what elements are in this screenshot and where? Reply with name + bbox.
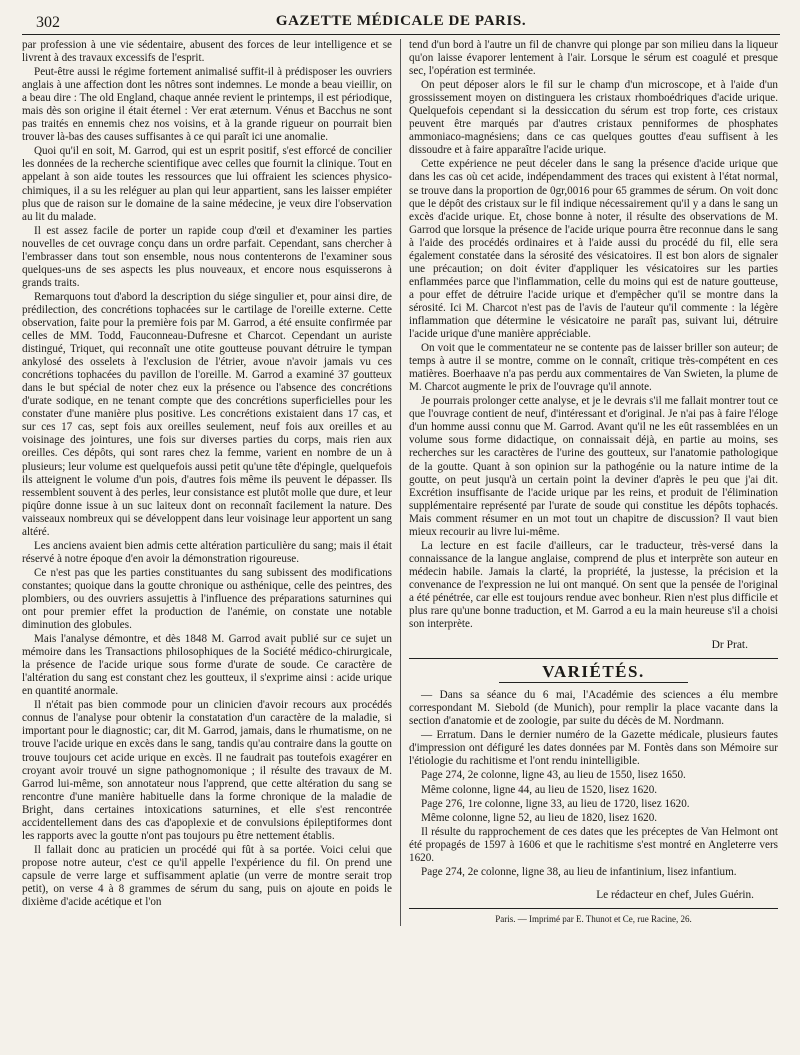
errata-line: Même colonne, ligne 52, au lieu de 1820, lisez 1620. <box>421 811 658 824</box>
section-title-varietes: VARIÉTÉS. <box>542 662 645 682</box>
paragraph: Ce n'est pas que les parties constituantes du sang subissent des modifications constantes; quoique dans la goutte chronique ou asthénique, celle des peintres, des plombiers, ou des ouvriers assujettis à l'influence des préparations saturnines qui ont pour premier effet la production de l'anémie, on constate une notable diminution des globules. <box>22 566 392 632</box>
page-header <box>22 12 780 35</box>
paragraph: Il est assez facile de porter un rapide coup d'œil et d'examiner les parties nouvelles de cet ouvrage conçu dans un ordre parfait. Cependant, sans chercher à l'embrasser dans tout son ensemble, nous nous contenterons de l'examiner sous quelques-uns de ses aspects les plus nouveaux, et encore nous esquisserons à grands traits. <box>22 224 392 289</box>
paragraph: Je pourrais prolonger cette analyse, et je le devrais s'il me fallait montrer tout ce que l'ouvrage contient de neuf, d'intéressant et d'original. Je n'ai pas à faire l'éloge d'un homme aussi connu que M. Garrod. Avant qu'il ne les eût rassemblées en un volume sous forme didactique, on connaissait déjà, en partie au moins, ses recherches sur les caractères de l'urine des goutteux, sur l'anatomie pathologique de la goutte. Quant à son opinion sur la pathogénie ou la nature intime de la goutte, on peut jusqu'à un certain point la deviner d'après le peu que j'ai dit. Excrétion insuffisante de l'acide urique par les reins, et produit de l'élimination supplémentaire représenté par l'urate de soude qui constitue les dépôts tophacés. Mais comment résumer en un mot tout un chapitre de discussion? Il vaut bien mieux recourir au livre lui-même. <box>409 395 778 538</box>
printer-imprint: Paris. — Imprimé par E. Thunot et Ce, rue Racine, 26. <box>495 913 692 924</box>
editor-credit: Le rédacteur en chef, Jules Guérin. <box>596 888 754 901</box>
paragraph: Quoi qu'il en soit, M. Garrod, qui est un esprit positif, s'est efforcé de concilier les données de la recherche scientifique avec celles que fournit la clinique. Tout en appelant à son aide toutes les ressources que lui offraient les sciences physico-chimiques, il a su les reléguer au plan qui leur appartient, sans les laisser empiéter plus que de raison sur le domaine de la saine médecine, je veux dire l'observation au lit du malade. <box>22 145 392 223</box>
errata-line: Même colonne, ligne 44, au lieu de 1520, lisez 1620. <box>421 783 658 796</box>
paragraph: Cette expérience ne peut déceler dans le sang la présence d'acide urique que dans les cas où cet acide, indépendamment des traces qui existent à l'état normal, se trouve dans la proportion de 0gr,0016 pour 65 grammes de sérum. On voit donc que le dépôt des cristaux sur le fil indique nécessairement qu'il y a dans le sang un excès d'acide urique. Et, chose bonne à noter, il résulte des observations de M. Garrod que lorsque la présence de l'acide urique pourra être reconnue dans le sang à l'aide des procédés ordinaires et à l'aide aussi du procédé du fil, elle sera également constatée dans la sérosité des vésicatoires. Il est bon alors de signaler une précaution; on doit éviter d'appliquer les vésicatoires sur les parties enflammées parce que l'inflammation, celle du moins qui est de nature goutteuse, a pour effet de détruire l'acide urique et d'empêcher qu'il se montre dans la sérosité. Ici M. Charcot n'est pas de l'avis de l'auteur qu'il commente : la légère inflammation que détermine le vésicatoire ne paraît pas, suivant lui, détruire l'acide urique d'une manière appréciable. <box>409 158 778 341</box>
errata-note: Il résulte du rapprochement de ces dates que les préceptes de Van Helmont ont été propagés de 1597 à 1606 et que le rachitisme s'est montré en Angleterre vers 1620. <box>409 825 778 864</box>
errata-line: Page 276, 1re colonne, ligne 33, au lieu de 1720, lisez 1620. <box>421 797 690 810</box>
article-columns <box>22 39 780 926</box>
journal-title: GAZETTE MÉDICALE DE PARIS. <box>275 13 527 29</box>
erratum-item: — Erratum. Dans le dernier numéro de la Gazette médicale, plusieurs fautes d'impression ont défiguré les dates données par M. Fontès dans son Mémoire sur l'étiologie du rachitisme et l'ont rendu inintelligible. <box>409 729 778 768</box>
news-item: — Dans sa séance du 6 mai, l'Académie des sciences a élu membre correspondant M. Siebold (de Munich), pour remplir la place vacante dans la section d'anatomie et de zoologie, par suite du décès de M. Nordmann. <box>409 689 778 728</box>
paragraph: Il fallait donc au praticien un procédé qui fût à sa portée. Voici celui que propose notre auteur, c'est ce qu'il appelle l'expérience du fil. On prend une capsule de verre large et suffisamment aplatie (un verre de montre serait trop petit), on verse 4 à 8 grammes de sérum du sang, puis on ajoute en poids le dixième d'acide acétique et l'on <box>22 843 392 909</box>
paragraph: Remarquons tout d'abord la description du siége singulier et, pour ainsi dire, de prédilection, des concrétions tophacées sur le cartilage de l'oreille externe. Cette observation, faite pour la première fois par M. Garrod, a été ensuite confirmée par celles de MM. Todd, Fauconneau-Dufresne et Charcot. Cependant un auriste distingué, Triquet, qui reconnaît une otite goutteuse pouvant détruire le tympan ankylosé des osselets à l'exclusion de l'étrier, avoue n'avoir jamais vu ces concrétions tophacées du pavillon de l'oreille. M. Garrod a examiné 37 goutteux dans le but spécial de noter chez eux la présence ou l'absence des concrétions d'urate sodique, en ne tenant compte que des concrétions superficielles pour les constater d'une manière plus positive. Les concrétions existaient dans 17 cas, et sur ces 17 cas, sept fois aux oreilles seulement, neuf fois aux oreilles et au voisinage des jointures, une fois sur diverses parties du corps, mais rien aux oreilles. Ces dépôts, qui sont rares chez la femme, varient en nombre de un à plusieurs; leur volume est quelquefois aussi petit qu'une tête d'épingle, quelquefois ils atteignent le volume d'un pois, d'autres fois même ils peuvent le dépasser. Ils ressemblent souvent à des perles, leur consistance est plutôt molle que dure, et leur piqûre donne issue à un suc laiteux dont on reconnaît facilement la nature. Des vaisseaux nombreux qui se développent dans leur voisinage leur apportent un sang altéré. <box>22 290 392 538</box>
paragraph: Mais l'analyse démontre, et dès 1848 M. Garrod avait publié sur ce sujet un mémoire dans les Transactions philosophiques de la Société médico-chirurgicale, la présence de l'acide urique sous forme d'urate de soude. Ce caractère de l'altération du sang est constant chez les goutteux, il s'exprime ainsi : acide urique en quantité anormale. <box>22 633 392 698</box>
section-divider <box>409 658 778 659</box>
errata-line: Page 274, 2e colonne, ligne 38, au lieu de infantinium, lisez infantium. <box>421 865 737 878</box>
paragraph: On peut déposer alors le fil sur le champ d'un microscope, et à l'aide d'un grossissement moyen on distinguera les cristaux rhomboédriques d'acide urique. Quelquefois cependant si la dessiccation du sérum est trop forte, ces cristaux peuvent être marqués par d'autres cristaux penniformes de phosphates ammoniaco-magnésiens; dans ce cas quelques gouttes d'eau suffisent à les dissoudre et à faire apparaître l'acide urique. <box>409 79 778 157</box>
paragraph: Les anciens avaient bien admis cette altération particulière du sang; mais il était réservé à notre époque d'en avoir la démonstration rigoureuse. <box>22 539 392 565</box>
paragraph: Il n'était pas bien commode pour un clinicien d'avoir recours aux procédés connus de l'analyse pour obtenir la constatation d'un caractère de la maladie, si important pour le diagnostic; car, dit M. Garrod, jamais, dans le rhumatisme, on ne trouve l'acide urique en excès dans le sang, tandis qu'au contraire dans la goutte on trouve toujours cet acide urique en excès. Il ne faudrait pas toutefois exagérer en croyant avoir trouvé un signe pathognomonique ; il résulte des travaux de M. Garrod lui-même, son annotateur nous l'apprend, que cette altération du sang se rencontre d'une manière habituelle dans la forme chronique de la maladie de Bright, dans certaines intoxications saturnines, et elle s'est rencontrée accidentellement dans des cas d'apoplexie et de convulsions épileptiformes dont les rapports avec la goutte n'ont pas toujours pu être nettement établis. <box>22 699 392 842</box>
paragraph: Peut-être aussi le régime fortement animalisé suffit-il à prédisposer les ouvriers anglais à une affection dont les nôtres sont indemnes. Le monde a beau vieillir, on a beau dire : The old England, chaque année revient le printemps, il est périodique, mais dès son origine il était éternel : Ver erat æternum. Vénus et Bacchus ne sont pas traités en ennemis chez nos voisins, et à la grande rigueur on pourrait bien trouver là-bas des causes suffisantes à ce qui paraît ici une anomalie. <box>22 66 392 144</box>
errata-line: Page 274, 2e colonne, ligne 43, au lieu de 1550, lisez 1650. <box>421 769 686 782</box>
title-underline <box>499 682 688 683</box>
author-signature: Dr Prat. <box>711 639 748 652</box>
paragraph: La lecture en est facile d'ailleurs, car le traducteur, très-versé dans la connaissance de la langue anglaise, comprend de plus et interprète son auteur en médecin habile. Jamais la clarté, la propriété, la justesse, la précision et la convenance de l'expression ne lui ont manqué. On sent que la pensée de l'original a été pénétrée, car elle est toujours rendue avec bonheur. Rien n'est plus difficile et plus rare qu'une bonne traduction, et M. Garrod a eu la main heureuse s'il a choisi son interprète. <box>409 539 778 631</box>
paragraph: tend d'un bord à l'autre un fil de chanvre qui plonge par son milieu dans la liqueur qu'on laisse évaporer lentement à l'air. Lorsque le sérum est coagulé et presque sec, l'opération est terminée. <box>409 39 778 78</box>
left-column <box>22 39 400 926</box>
paragraph: par profession à une vie sédentaire, abusent des forces de leur intelligence et se livrent à des travaux excessifs de l'esprit. <box>22 39 392 65</box>
page-number: 302 <box>36 14 60 31</box>
paragraph: On voit que le commentateur ne se contente pas de laisser briller son auteur; de temps à autre il se montre, comme on le connaît, critique très-compétent en ces matières. Boerhaave n'a pas perdu aux commentaires de Van Swieten, la plume de M. Charcot augmente le prix de l'ouvrage qu'il annote. <box>409 342 778 394</box>
right-column <box>400 39 778 926</box>
footer-divider <box>409 908 778 909</box>
